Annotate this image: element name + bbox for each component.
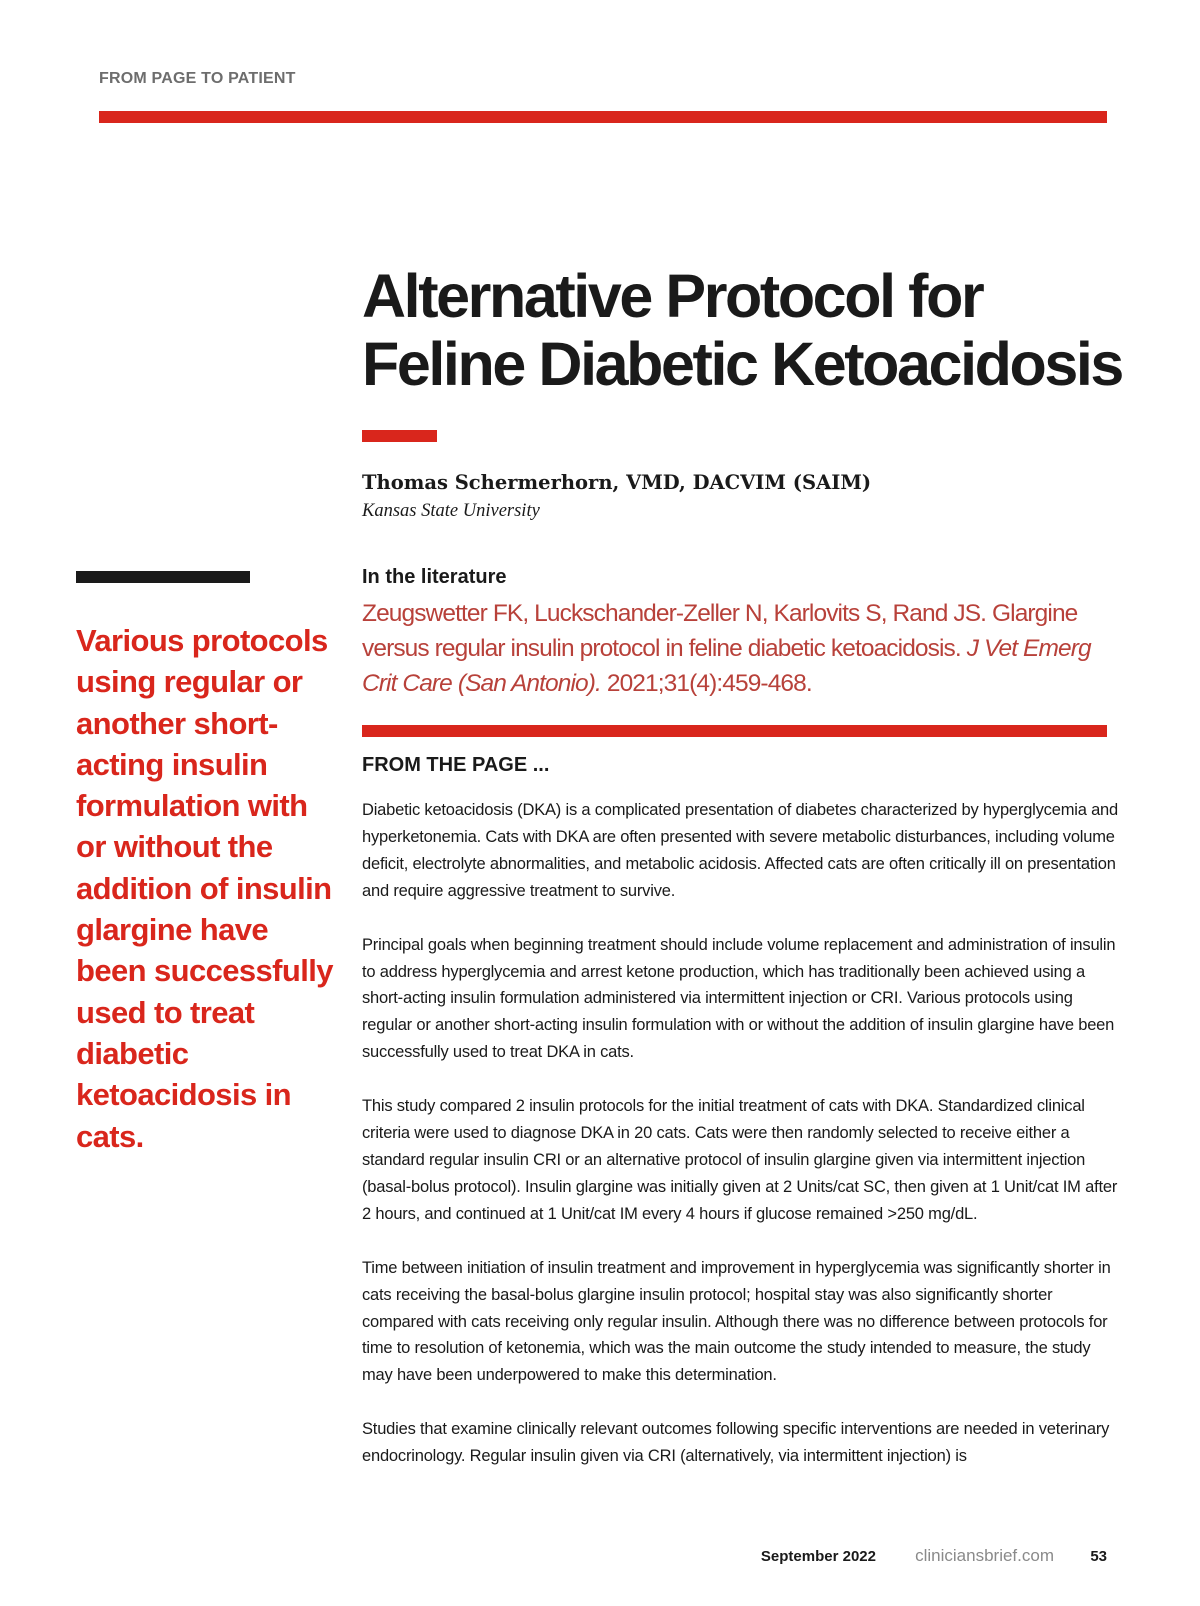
- title-line-2: Feline Diabetic Ketoacidosis: [362, 330, 1122, 398]
- from-page-heading: FROM THE PAGE ...: [362, 754, 550, 776]
- author-name: Thomas Schermerhorn, VMD, DACVIM (SAIM): [362, 471, 872, 494]
- top-rule: [99, 111, 1107, 123]
- citation: [362, 596, 1122, 701]
- title-accent-rule: [362, 430, 437, 442]
- title-line-1: Alternative Protocol for: [362, 262, 983, 330]
- body-paragraph: Studies that examine clinically relevant outcomes following specific interventions are needed in veterinary endocrinology. Regular insulin given via CRI (alternatively, via intermittent injection) is: [362, 1420, 1110, 1466]
- website-link[interactable]: cliniciansbrief.com: [915, 1546, 1054, 1565]
- body-paragraph: This study compared 2 insulin protocols for the initial treatment of cats with DKA. Standardized clinical criteria were used to diagnose DKA in 20 cats. Cats were then randomly selected to receive either a standard regular insulin CRI or an alternative protocol of insulin glargine given via intermittent injection (basal-bolus protocol). Insulin glargine was initially given at 2 Units/cat SC, then given at 1 Unit/cat IM after 2 hours, and continued at 1 Unit/cat IM every 4 hours if glucose remained >250 mg/dL.: [362, 1097, 1118, 1223]
- issue-date: September 2022: [760, 1548, 876, 1565]
- section-label: FROM PAGE TO PATIENT: [99, 70, 296, 87]
- body-paragraph: Time between initiation of insulin treatment and improvement in hyperglycemia was significantly shorter in cats receiving the basal-bolus glargine insulin protocol; hospital stay was also significantly shorter compared with cats receiving only regular insulin. Although there was no difference between protocols for time to resolution of ketonemia, which was the main outcome the study intended to measure, the study may have been underpowered to make this determination.: [362, 1258, 1111, 1385]
- article-title: [362, 262, 1162, 398]
- literature-heading: In the literature: [362, 566, 507, 588]
- body-paragraph: Diabetic ketoacidosis (DKA) is a complicated presentation of diabetes characterized by hyperglycemia and hyperketonemia. Cats with DKA are often presented with severe metabolic disturbances, including volume deficit, electrolyte abnormalities, and metabolic acidosis. Affected cats are often critically ill on presentation and require aggressive treatment to survive.: [362, 801, 1119, 900]
- citation-authors-title: Zeugswetter FK, Luckschander-Zeller N, Karlovits S, Rand JS. Glargine versus regular insulin protocol in feline diabetic ketoacidosis.: [362, 600, 1078, 662]
- sidebar-rule: [76, 571, 250, 583]
- author-affiliation: Kansas State University: [362, 501, 540, 521]
- body-paragraph: Principal goals when beginning treatment should include volume replacement and administration of insulin to address hyperglycemia and arrest ketone production, which has traditionally been achieved using a short-acting insulin formulation administered via intermittent injection or CRI. Various protocols using regular or another short-acting insulin formulation with or without the addition of insulin glargine have been successfully used to treat DKA in cats.: [362, 935, 1116, 1062]
- pull-quote: Various protocols using regular or another short-acting insulin formulation with or without the addition of insulin glargine have been successfully used to treat diabetic ketoacidosis in cats.: [76, 623, 333, 1154]
- page-footer: [0, 1548, 1107, 1572]
- page-number: 53: [1090, 1548, 1107, 1565]
- citation-journal: J Vet Emerg Crit Care (San Antonio).: [362, 635, 1091, 697]
- section-rule: [362, 725, 1107, 737]
- citation-details: 2021;31(4):459-468.: [600, 670, 812, 697]
- article-body: [362, 797, 1124, 1497]
